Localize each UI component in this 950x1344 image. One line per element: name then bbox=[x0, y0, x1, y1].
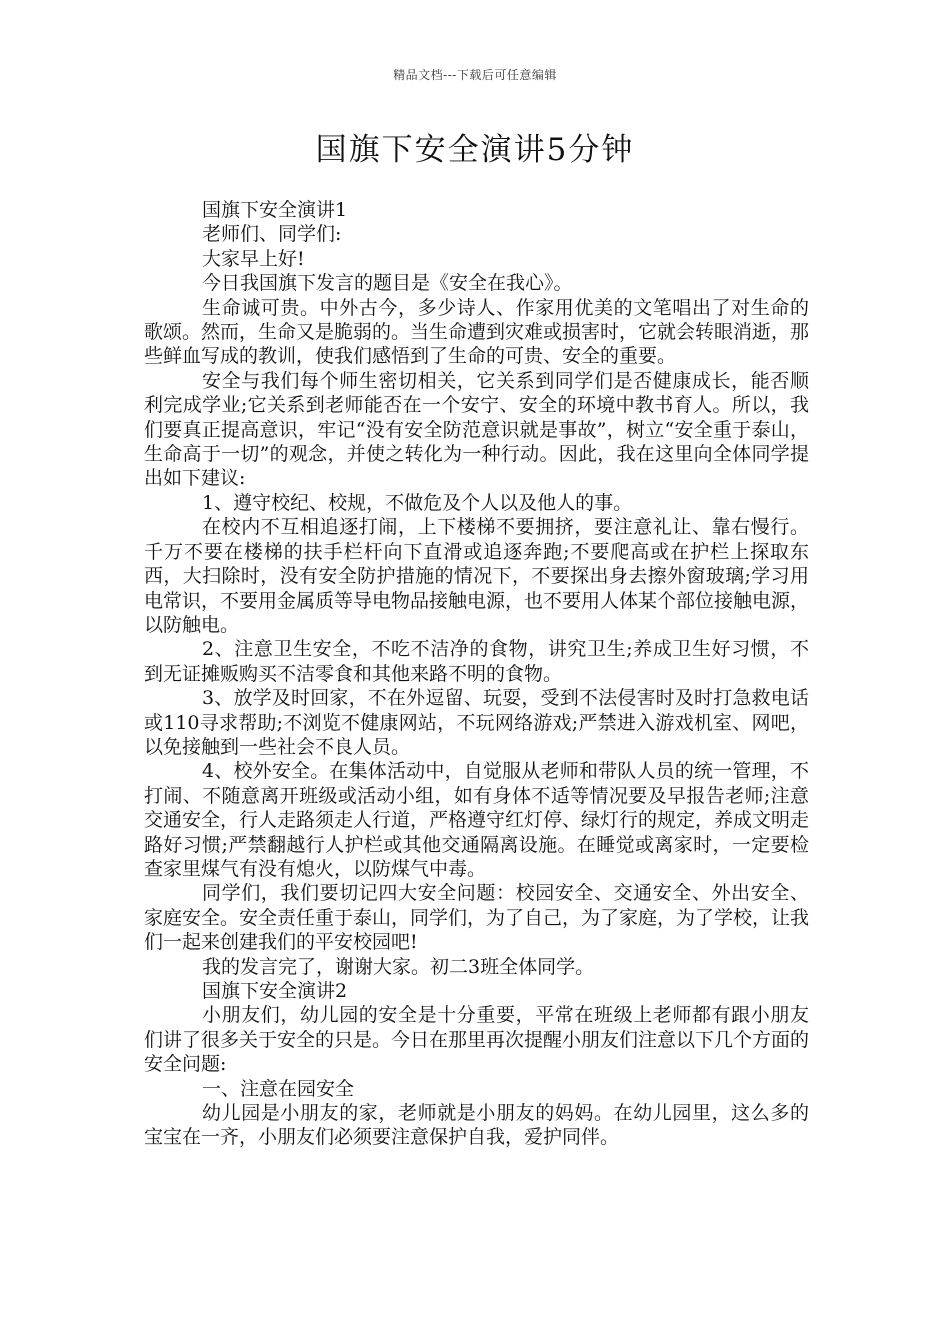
closing-line: 我的发言完了，谢谢大家。初二3班全体同学。 bbox=[202, 955, 595, 978]
paragraph-life: 生命诚可贵。中外古今，多少诗人、作家用优美的文笔唱出了对生命的歌颂。然而，生命又是脆弱的。当生命遭到灾难或损害时，它就会转眼消逝，那些鲜血写成的教训，使我们感悟到了生命的可贵、安全的重要。 bbox=[144, 296, 810, 368]
suggestion-3: 3、放学及时回家，不在外逗留、玩耍，受到不法侵害时及时打急救电话或110寻求帮助;不浏览不健康网站，不玩网络游戏;严禁进入游戏机室、网吧，以免接触到一些社会不良人员。 bbox=[144, 687, 809, 758]
document-body bbox=[144, 198, 809, 1150]
greeting: 大家早上好! bbox=[202, 247, 305, 270]
document-title: 国旗下安全演讲5分钟 bbox=[315, 132, 635, 168]
paragraph-school-conduct: 在校内不互相追逐打闹，上下楼梯不要拥挤，要注意礼让、靠右慢行。千万不要在楼梯的扶手栏杆向下直滑或追逐奔跑;不要爬高或在护栏上探取东西，大扫除时，没有安全防护措施的情况下，不要探出身去擦外窗玻璃;学习用电常识，不要用金属质等导电物品接触电源，也不要用人体某个部位接触电源，以防触电。 bbox=[144, 516, 810, 636]
topic-line: 今日我国旗下发言的题目是《安全在我心》。 bbox=[202, 272, 573, 295]
paragraph-kindergarten-intro: 小朋友们，幼儿园的安全是十分重要，平常在班级上老师都有跟小朋友们讲了很多关于安全的只是。今日在那里再次提醒小朋友们注意以下几个方面的安全问题: bbox=[144, 1004, 810, 1076]
paragraph-safety: 安全与我们每个师生密切相关，它关系到同学们是否健康成长，能否顺利完成学业;它关系到老师能否在一个安宁、安全的环境中教书育人。所以，我们要真正提高意识，牢记“没有安全防范意识就是事故”，树立“安全重于泰山，生命高于一切”的观念，并使之转化为一种行动。因此，我在这里向全体同学提出如下建议: bbox=[144, 369, 809, 490]
salutation: 老师们、同学们: bbox=[202, 223, 342, 246]
speech-heading-2: 国旗下安全演讲2 bbox=[202, 980, 348, 1002]
suggestion-1: 1、遵守校纪、校规，不做危及个人以及他人的事。 bbox=[202, 491, 633, 514]
header-note: 精品文档---下载后可任意编辑 bbox=[393, 68, 557, 82]
section-heading-1: 一、注意在园安全 bbox=[202, 1077, 355, 1100]
suggestion-4: 4、校外安全。在集体活动中，自觉服从老师和带队人员的统一管理，不打闹、不随意离开班级或活动小组，如有身体不适等情况要及早报告老师;注意交通安全，行人走路须走人行道，严格遵守红灯停、绿灯行的规定，养成文明走路好习惯;严禁翻越行人护栏或其他交通隔离设施。在睡觉或离家时，一定要检查家里煤气有没有熄火，以防煤气中毒。 bbox=[144, 760, 810, 880]
speech-heading-1: 国旗下安全演讲1 bbox=[202, 199, 348, 221]
suggestion-2: 2、注意卫生安全，不吃不洁净的食物，讲究卫生;养成卫生好习惯，不到无证摊贩购买不洁零食和其他来路不明的食物。 bbox=[144, 638, 809, 685]
paragraph-four-safety: 同学们，我们要切记四大安全问题：校园安全、交通安全、外出安全、家庭安全。安全责任重于泰山，同学们，为了自己，为了家庭，为了学校，让我们一起来创建我们的平安校园吧! bbox=[144, 882, 810, 954]
paragraph-kindergarten-home: 幼儿园是小朋友的家，老师就是小朋友的妈妈。在幼儿园里，这么多的宝宝在一齐，小朋友们必须要注意保护自我，爱护同伴。 bbox=[144, 1102, 809, 1149]
